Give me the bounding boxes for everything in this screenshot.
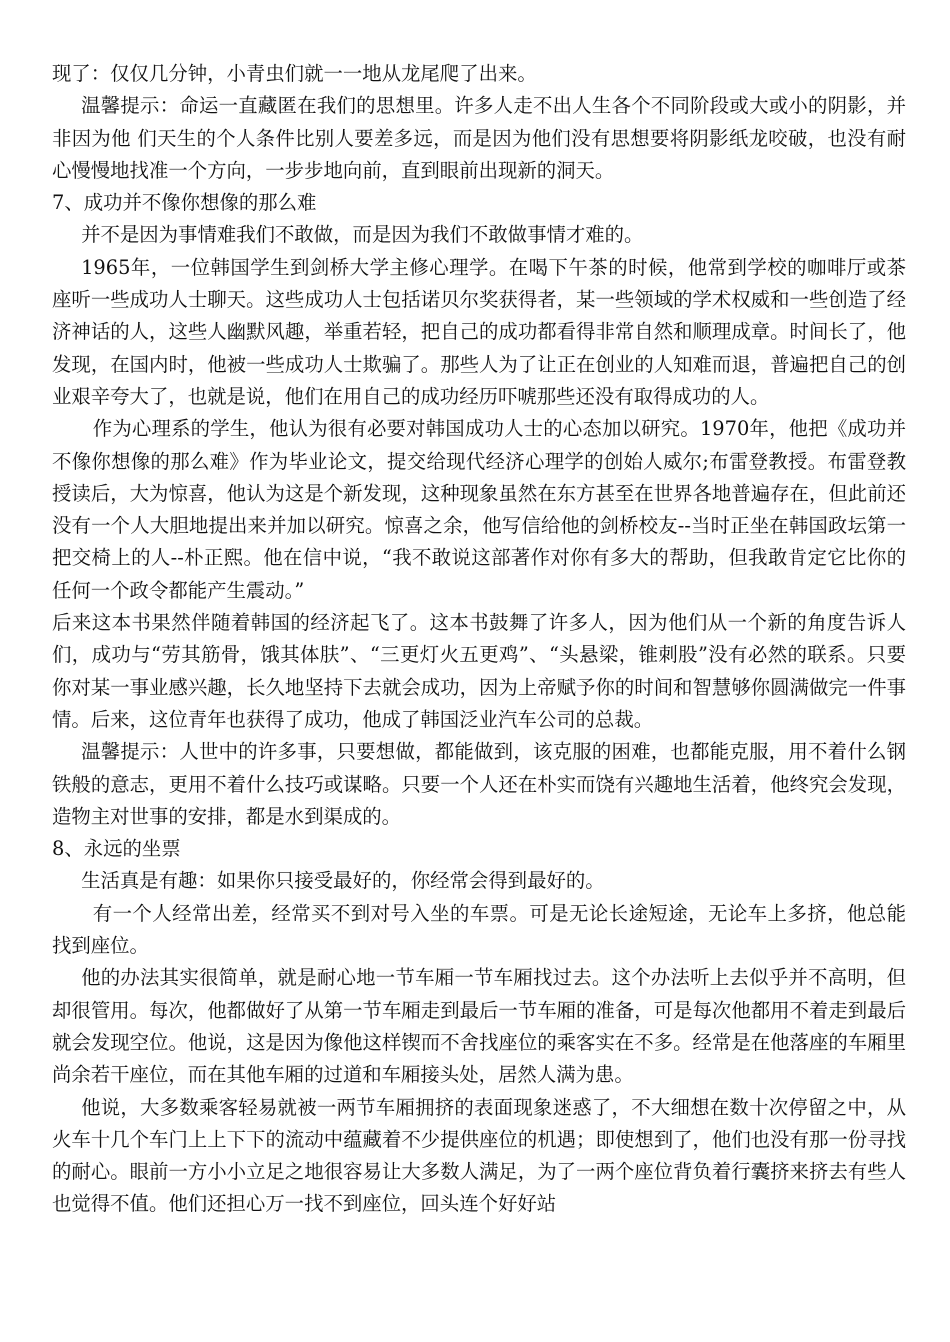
paragraph-7: 后来这本书果然伴随着韩国的经济起飞了。这本书鼓舞了许多人，因为他们从一个新的角度告诉人们，成功与“劳其筋骨，饿其体肤”、“三更灯火五更鸡”、“头悬梁，锥刺股”没有必然的联系。只要你对某一事业感兴趣，长久地坚持下去就会成功，因为上帝赋予你的时间和智慧够你圆满做完一件事情。后来，这位青年也获得了成功，他成了韩国泛业汽车公司的总裁。 [52, 611, 906, 731]
paragraph-11: 有一个人经常出差，经常买不到对号入坐的车票。可是无论长途短途，无论车上多挤，他总能找到座位。 [52, 901, 906, 958]
paragraph-10: 生活真是有趣：如果你只接受最好的，你经常会得到最好的。 [81, 869, 605, 893]
paragraph-5: 1965年，一位韩国学生到剑桥大学主修心理学。在喝下午茶的时候，他常到学校的咖啡厅或茶座听一些成功人士聊天。这些成功人士包括诺贝尔奖获得者，某一些领域的学术权威和一些创造了经济神话的人，这些人幽默风趣，举重若轻，把自己的成功都看得非常自然和顺理成章。时间长了，他发现，在国内时，他被一些成功人士欺骗了。那些人为了让正在创业的人知难而退，普遍把自己的创业艰辛夸大了，也就是说，他们在用自己的成功经历吓唬那些还没有取得成功的人。 [52, 255, 906, 408]
paragraph-13: 他说，大多数乘客轻易就被一两节车厢拥挤的表面现象迷惑了，不大细想在数十次停留之中，从火车十几个车门上上下下的流动中蕴藏着不少提供座位的机遇；即使想到了，他们也没有那一份寻找的耐心。眼前一方小小立足之地很容易让大多数人满足，为了一两个座位背负着行囊挤来挤去有些人也觉得不值。他们还担心万一找不到座位，回头连个好好站 [52, 1095, 906, 1216]
paragraph-12: 他的办法其实很简单，就是耐心地一节车厢一节车厢找过去。这个办法听上去似乎并不高明，但却很管用。每次，他都做好了从第一节车厢走到最后一节车厢的准备，可是每次他都用不着走到最后就会发现空位。他说，这是因为像他这样锲而不舍找座位的乘客实在不多。经常是在他落座的车厢里尚余若干座位，而在其他车厢的过道和车厢接头处，居然人满为患。 [52, 966, 906, 1087]
paragraph-8: 温馨提示：人世中的许多事，只要想做，都能做到，该克服的困难，也都能克服，用不着什么钢铁般的意志，更用不着什么技巧或谋略。只要一个人还在朴实而饶有兴趣地生活着，他终究会发现，造物主对世事的安排，都是水到渠成的。 [52, 740, 906, 828]
paragraph-1: 现了：仅仅几分钟，小青虫们就一一地从龙尾爬了出来。 [52, 62, 537, 85]
section-heading-7: 7、成功并不像你想像的那么难 [52, 191, 317, 215]
paragraph-4: 并不是因为事情难我们不敢做，而是因为我们不敢做事情才难的。 [81, 223, 644, 247]
paragraph-6: 作为心理系的学生，他认为很有必要对韩国成功人士的心态加以研究。1970年，他把《成功并不像你想像的那么难》作为毕业论文，提交给现代经济心理学的创始人威尔;布雷登教授。布雷登教授读后，大为惊喜，他认为这是个新发现，这种现象虽然在东方甚至在世界各地普遍存在，但此前还没有一个人大胆地提出来并加以研究。惊喜之余，他写信给他的剑桥校友--当时正坐在韩国政坛第一把交椅上的人--朴正熙。他在信中说，“我不敢说这部著作对你有多大的帮助，但我敢肯定它比你的任何一个政令都能产生震动。” [52, 417, 906, 602]
paragraph-2: 温馨提示：命运一直藏匿在我们的思想里。许多人走不出人生各个不同阶段或大或小的阴影，并非因为他 们天生的个人条件比别人要差多远，而是因为他们没有思想要将阴影纸龙咬破，也没有耐心慢慢地找准一个方向，一步步地向前，直到眼前出现新的洞天。 [52, 94, 906, 182]
section-heading-8: 8、永远的坐票 [52, 837, 181, 861]
